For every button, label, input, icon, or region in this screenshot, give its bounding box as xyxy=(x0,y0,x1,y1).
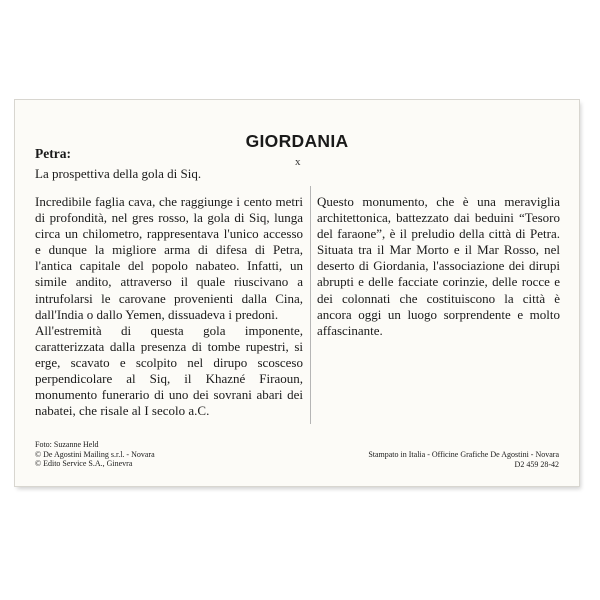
product-code: D2 459 28-42 xyxy=(514,459,559,469)
small-mark: x xyxy=(295,156,301,168)
paragraph: All'estremità di questa gola imponente, caratterizzata dalla presenza di tombe rupestri, si erge, scavato e scolpito nel dirupo scosceso perpendicolare al Siq, il Khazné Firaoun, monumento funerario di uno dei sovrani abari dei nabatei, che risale al I secolo a.C. xyxy=(35,322,303,419)
footer-printer xyxy=(368,450,559,469)
right-column xyxy=(317,194,560,339)
section-label: Petra: xyxy=(35,146,71,161)
copyright-line: © De Agostini Mailing s.r.l. - Novara xyxy=(35,449,155,459)
card-title: GIORDANIA xyxy=(245,131,349,151)
paragraph: Incredibile faglia cava, che raggiunge i cento metri di profondità, nel gres rosso, la gola di Siq, lunga circa un chilometro, rappresentava l'unico accesso e dunque la migliore arma di difesa di Petra, l'antica capitale del popolo nabateo. Infatti, un simile andito, attraverso il quale riuscivano a intrufolarsi le carovane provenienti dalla Cina, dall'India o dallo Yemen, dissuadeva i predoni. xyxy=(35,194,303,322)
footer-credits xyxy=(35,440,155,469)
column-divider xyxy=(310,186,311,424)
subtitle: La prospettiva della gola di Siq. xyxy=(35,166,202,181)
postcard xyxy=(15,100,579,486)
copyright-line: © Edito Service S.A., Ginevra xyxy=(35,459,133,468)
printer-line: Stampato in Italia - Officine Grafiche De Agostini - Novara xyxy=(368,450,559,459)
photo-credit: Foto: Suzanne Held xyxy=(35,440,99,449)
left-column xyxy=(35,194,303,419)
paragraph: Questo monumento, che è una meraviglia architettonica, battezzato dai beduini “Tesoro del faraone”, è il preludio della città di Petra. Situata tra il Mar Morto e il Mar Rosso, nel deserto di Giordania, l'associazione dei dirupi abrupti e delle facciate corinzie, delle rocce e dei colonnati che costituiscono la città è ancora oggi un luogo sorprendente e molto affascinante. xyxy=(317,194,560,338)
